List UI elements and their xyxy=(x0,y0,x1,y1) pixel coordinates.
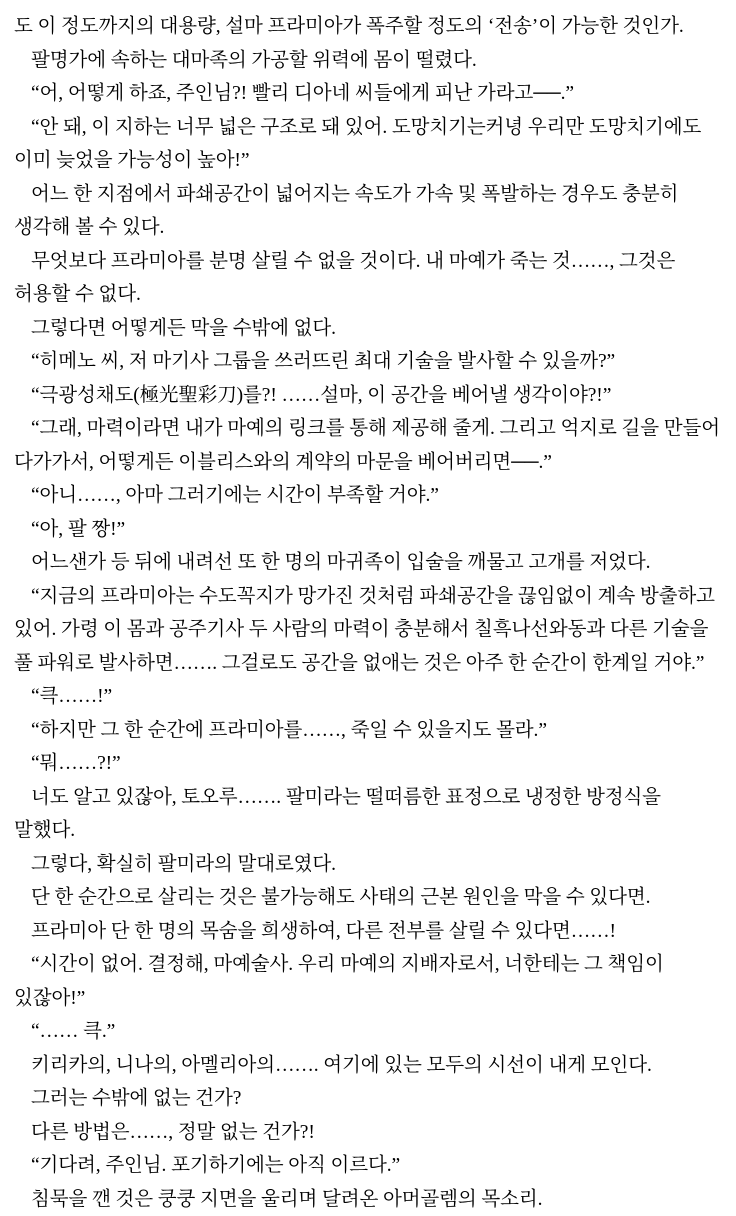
paragraph: 그렇다, 확실히 팔미라의 말대로였다. xyxy=(14,848,722,882)
paragraph: “기다려, 주인님. 포기하기에는 아직 이르다.” xyxy=(14,1149,722,1183)
paragraph: “극광성채도(極光聖彩刀)를?! ……설마, 이 공간을 베어낼 생각이야?!” xyxy=(14,379,722,413)
paragraph: 팔명가에 속하는 대마족의 가공할 위력에 몸이 떨렸다. xyxy=(14,44,722,78)
paragraph: 침묵을 깬 것은 쿵쿵 지면을 울리며 달려온 아머골렘의 목소리. xyxy=(14,1183,722,1216)
paragraph: 무엇보다 프라미아를 분명 살릴 수 없을 것이다. 내 마예가 죽는 것……, 그것은 허용할 수 없다. xyxy=(14,245,722,312)
paragraph: “뭐……?!” xyxy=(14,747,722,781)
paragraph: 그러는 수밖에 없는 건가? xyxy=(14,1082,722,1116)
paragraph: “하지만 그 한 순간에 프라미아를……, 죽일 수 있을지도 몰라.” xyxy=(14,714,722,748)
paragraph: 키리카의, 니나의, 아멜리아의……. 여기에 있는 모두의 시선이 내게 모인다. xyxy=(14,1049,722,1083)
paragraph: “…… 큭.” xyxy=(14,1015,722,1049)
paragraph: 어느 한 지점에서 파쇄공간이 넓어지는 속도가 가속 및 폭발하는 경우도 충분히 생각해 볼 수 있다. xyxy=(14,178,722,245)
paragraph: “그래, 마력이라면 내가 마예의 링크를 통해 제공해 줄게. 그리고 억지로 길을 만들어 다가가서, 어떻게든 이블리스와의 계약의 마문을 베어버리면──.” xyxy=(14,412,722,479)
paragraph: “어, 어떻게 하죠, 주인님?! 빨리 디아네 씨들에게 피난 가라고──.” xyxy=(14,77,722,111)
paragraph: 너도 알고 있잖아, 토오루……. 팔미라는 떨떠름한 표정으로 냉정한 방정식을 말했다. xyxy=(14,781,722,848)
paragraph: 도 이 정도까지의 대용량, 설마 프라미아가 폭주할 정도의 ‘전송’이 가능한 것인가. xyxy=(14,10,722,44)
paragraph: “큭……!” xyxy=(14,680,722,714)
paragraph: 프라미아 단 한 명의 목숨을 희생하여, 다른 전부를 살릴 수 있다면……! xyxy=(14,915,722,949)
paragraph: 다른 방법은……, 정말 없는 건가?! xyxy=(14,1116,722,1150)
paragraph: “안 돼, 이 지하는 너무 넓은 구조로 돼 있어. 도망치기는커녕 우리만 도망치기에도 이미 늦었을 가능성이 높아!” xyxy=(14,111,722,178)
paragraph: “히메노 씨, 저 마기사 그룹을 쓰러뜨린 최대 기술을 발사할 수 있을까?” xyxy=(14,345,722,379)
paragraph: “지금의 프라미아는 수도꼭지가 망가진 것처럼 파쇄공간을 끊임없이 계속 방출하고 있어. 가령 이 몸과 공주기사 두 사람의 마력이 충분해서 칠흑나선와동과 다른 기술을 풀 파워로 발사하면……. 그걸로도 공간을 없애는 것은 아주 한 순간이 한계일 거야.” xyxy=(14,580,722,681)
paragraph: “아니……, 아마 그러기에는 시간이 부족할 거야.” xyxy=(14,479,722,513)
paragraph: 단 한 순간으로 살리는 것은 불가능해도 사태의 근본 원인을 막을 수 있다면. xyxy=(14,881,722,915)
paragraph: 그렇다면 어떻게든 막을 수밖에 없다. xyxy=(14,312,722,346)
paragraph: “아, 팔 짱!” xyxy=(14,513,722,547)
paragraph: “시간이 없어. 결정해, 마예술사. 우리 마예의 지배자로서, 너한테는 그 책임이 있잖아!” xyxy=(14,948,722,1015)
paragraph: 어느샌가 등 뒤에 내려선 또 한 명의 마귀족이 입술을 깨물고 고개를 저었다. xyxy=(14,546,722,580)
